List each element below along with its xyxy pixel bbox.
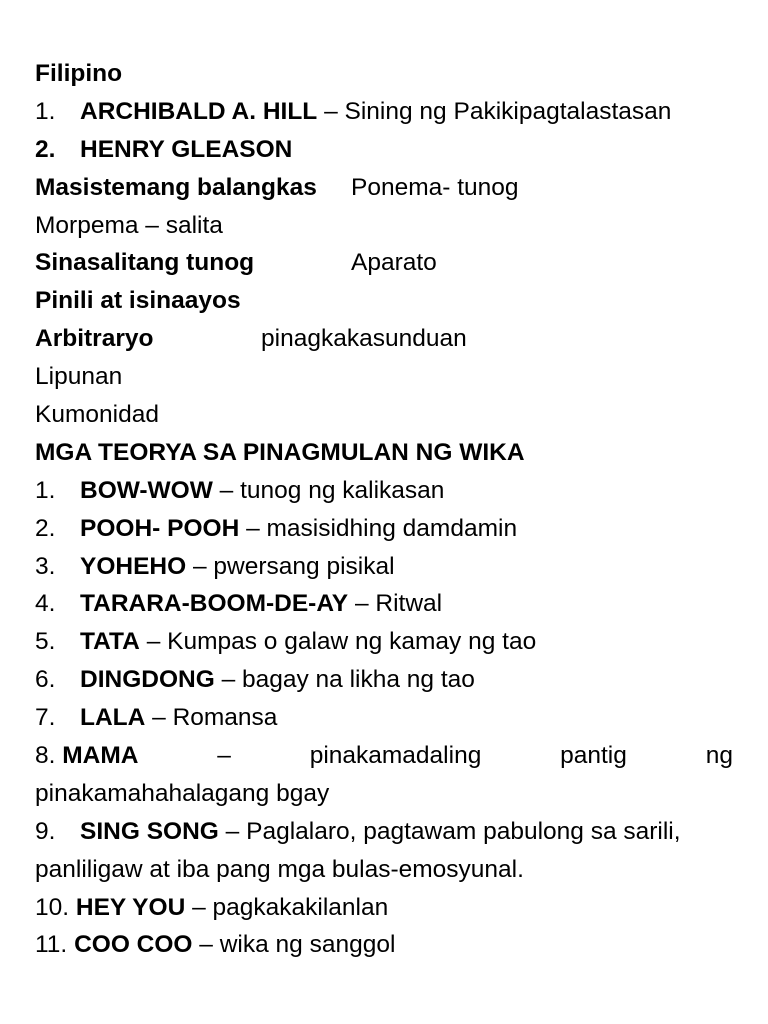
item-term: LALA (80, 704, 146, 732)
item-term: HENRY GLEASON (80, 135, 293, 163)
theory-item-11 (35, 926, 733, 964)
gleason-term: Masistemang balangkas (35, 173, 317, 201)
item-description: – Paglalaro, pagtawam pabulong sa sarili, (225, 817, 681, 845)
item-number: 10. (35, 893, 70, 921)
item-number: 3. (35, 552, 56, 580)
theory-item-9 (35, 813, 733, 851)
definition-item-1 (35, 93, 733, 131)
item-term: BOW-WOW (80, 476, 213, 504)
gleason-row-6: Lipunan (35, 363, 123, 391)
theory-item-10 (35, 889, 733, 927)
gleason-row-5 (35, 320, 733, 358)
item-term: COO COO (74, 931, 193, 959)
item-number: 6. (35, 666, 56, 694)
item-number: 2. (35, 135, 56, 163)
item-description: – pagkakakilanlan (192, 893, 389, 921)
item-term: SING SONG (80, 817, 219, 845)
theory-item-4 (35, 585, 733, 623)
document-page (35, 55, 733, 964)
item-number: 7. (35, 704, 56, 732)
gleason-row-3 (35, 244, 733, 282)
item-word: pinakamadaling (309, 742, 482, 770)
item-number: 9. (35, 817, 56, 845)
item-word: pantig (560, 742, 627, 770)
theory-item-3 (35, 548, 733, 586)
item-description: – Romansa (152, 704, 278, 732)
item-term: TATA (80, 628, 140, 656)
subject-heading: Filipino (35, 60, 123, 87)
item-number: 11. (35, 931, 68, 959)
item-word: ng (705, 742, 733, 770)
gleason-term: Sinasalitang tunog (35, 249, 255, 277)
item-term: TARARA-BOOM-DE-AY (80, 590, 349, 618)
gleason-value: pinagkakasunduan (261, 325, 467, 353)
item-term: HEY YOU (75, 893, 186, 921)
item-description: – Ritwal (354, 590, 443, 618)
gleason-row-1 (35, 169, 733, 207)
theory-item-1 (35, 472, 733, 510)
item-description: – Sining ng Pakikipagtalastasan (324, 97, 672, 125)
theories-heading: MGA TEORYA SA PINAGMULAN NG WIKA (35, 438, 525, 466)
theory-item-2 (35, 510, 733, 548)
item-term: MAMA (62, 742, 139, 770)
gleason-value: Aparato (351, 249, 437, 277)
item-dash: – (217, 742, 231, 770)
item-number: 1. (35, 476, 56, 504)
definition-item-2 (35, 131, 733, 169)
theory-item-8 (35, 737, 733, 775)
item-term: YOHEHO (80, 552, 187, 580)
item-number: 4. (35, 590, 56, 618)
item-term: POOH- POOH (80, 514, 240, 542)
gleason-row-2: Morpema – salita (35, 211, 223, 239)
item-description: – pwersang pisikal (193, 552, 395, 580)
gleason-row-7: Kumonidad (35, 401, 159, 429)
item-number: 5. (35, 628, 56, 656)
item-description: – masisidhing damdamin (246, 514, 518, 542)
item-description: – wika ng sanggol (199, 931, 396, 959)
theory-item-7 (35, 699, 733, 737)
item-number: 1. (35, 97, 56, 125)
theory-item-8-continuation: pinakamahahalagang bgay (35, 779, 330, 807)
item-description: – Kumpas o galaw ng kamay ng tao (146, 628, 537, 656)
theory-item-6 (35, 661, 733, 699)
item-description: – tunog ng kalikasan (219, 476, 445, 504)
item-description: – bagay na likha ng tao (221, 666, 475, 694)
theory-item-5 (35, 623, 733, 661)
gleason-term: Arbitraryo (35, 325, 154, 353)
gleason-value: Ponema- tunog (351, 173, 519, 201)
item-term: ARCHIBALD A. HILL (80, 97, 318, 125)
item-number: 8. (35, 742, 56, 770)
item-number: 2. (35, 514, 56, 542)
item-term: DINGDONG (80, 666, 215, 694)
gleason-row-4: Pinili at isinaayos (35, 287, 241, 315)
theory-item-9-continuation: panliligaw at iba pang mga bulas-emosyunal. (35, 855, 524, 883)
item-lead (35, 737, 138, 775)
